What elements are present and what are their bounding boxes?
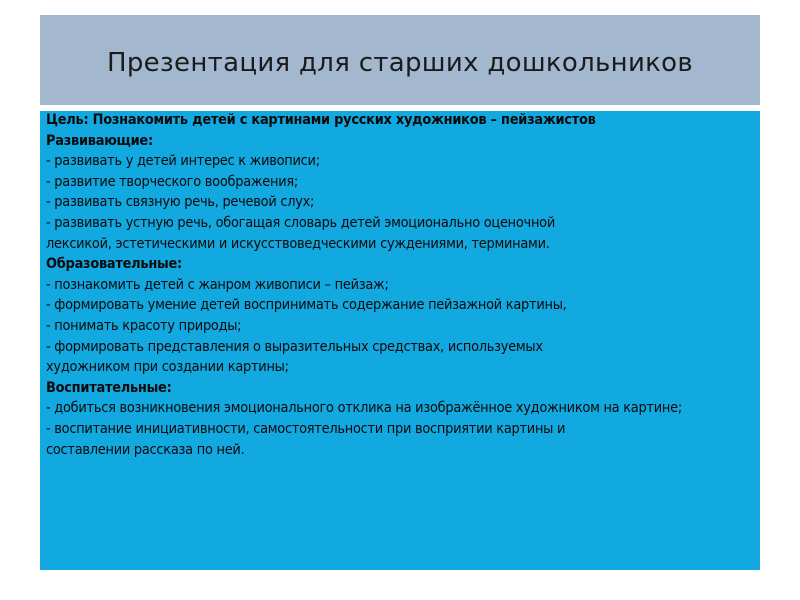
developing-item: лексикой, эстетическими и искусствоведческими суждениями, терминами. <box>46 235 550 252</box>
developing-item: - развитие творческого воображения; <box>46 173 299 190</box>
educational-item: - познакомить детей с жанром живописи – пейзаж; <box>46 276 389 293</box>
developing-item: - развивать у детей интерес к живописи; <box>46 153 320 170</box>
upbringing-item: составлении рассказа по ней. <box>46 441 245 458</box>
educational-item: - понимать красоту природы; <box>46 317 242 334</box>
educational-item: - формировать умение детей воспринимать содержание пейзажной картины, <box>46 297 567 314</box>
developing-item: - развивать устную речь, обогащая словарь детей эмоционально оценочной <box>46 214 556 231</box>
goal-text: Цель: Познакомить детей с картинами русских художников – пейзажистов <box>46 112 596 128</box>
educational-item: - формировать представления о выразительных средствах, используемых <box>46 338 543 355</box>
educational-item: художником при создании картины; <box>46 359 289 376</box>
developing-item: - развивать связную речь, речевой слух; <box>46 194 315 211</box>
slide-title: Презентация для старших дошкольников <box>106 48 694 78</box>
slide-content <box>46 112 758 462</box>
developing-heading: Развивающие: <box>46 132 153 149</box>
educational-heading: Образовательные: <box>46 256 182 273</box>
upbringing-heading: Воспитательные: <box>46 379 172 396</box>
slide-title-bar <box>40 15 760 105</box>
upbringing-item: - добиться возникновения эмоционального отклика на изображённое художником на картине; <box>46 400 682 417</box>
upbringing-item: - воспитание инициативности, самостоятельности при восприятии картины и <box>46 420 566 437</box>
